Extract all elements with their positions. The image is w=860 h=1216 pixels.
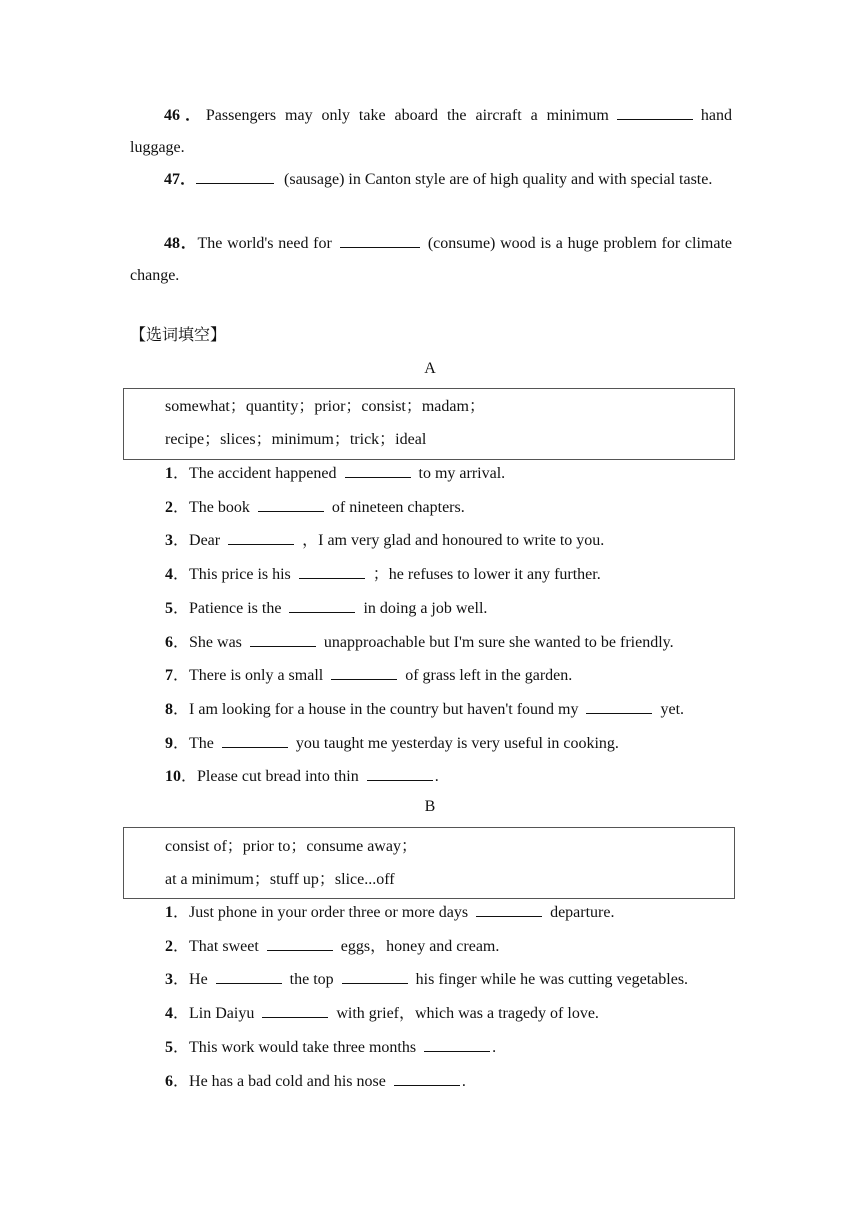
answer-blank[interactable] [345,462,411,478]
question-text-after: (consume) wood is a huge problem for climate change. [130,235,732,284]
number-separator: ． [173,599,190,617]
part-a-label: A [424,360,436,377]
question-text-before: Please cut bread into thin [197,768,359,786]
number-separator: ． [173,1072,190,1090]
answer-blank[interactable] [340,232,420,248]
question-text-before: Passengers may only take aboard the aircraft a minimum [205,107,609,124]
question-text-before: The book [189,498,250,516]
question-text-after: unapproachable but I'm sure she wanted to be friendly. [323,633,674,651]
answer-blank[interactable] [196,168,274,184]
question-text-before: I am looking for a house in the country but haven't found my [189,700,579,718]
question-text-after: with grief，which was a tragedy of love. [336,1005,599,1023]
number-separator: ． [173,971,190,989]
answer-blank[interactable] [424,1036,490,1052]
answer-blank[interactable] [331,664,397,680]
question-item [165,563,601,585]
word-bank-b [123,827,735,899]
question-item [165,597,487,619]
question-text-before: He [189,971,208,989]
answer-blank[interactable] [250,631,316,647]
question-47 [130,164,732,196]
word-bank-line-2: at a minimum；stuff up；slice...off [165,871,395,888]
question-item [165,732,619,754]
answer-blank[interactable] [289,597,355,613]
word-bank-line-2: recipe；slices；minimum；trick；ideal [165,431,427,448]
question-text-after: you taught me yesterday is very useful in cooking. [295,734,619,752]
question-text-after: ；he refuses to lower it any further. [372,566,601,584]
question-number: 3 [165,971,173,989]
question-number: 4 [165,1005,173,1023]
question-number: 6 [165,633,173,651]
number-separator: ． [173,498,190,516]
question-number: 2 [165,498,173,516]
question-number: 3 [165,532,173,550]
question-text-before: There is only a small [189,667,324,685]
question-46 [130,100,732,164]
question-text-before: Dear [189,532,221,550]
question-text-before: That sweet [189,937,259,955]
number-separator: ． [173,532,190,550]
question-item [165,496,465,518]
question-item [165,935,499,957]
question-number: 4 [165,566,173,584]
question-number: 5 [165,1038,173,1056]
question-text-after: yet. [660,700,685,718]
question-number: 10 [165,768,181,786]
question-number: 8 [165,700,173,718]
question-number: 46． [164,107,206,124]
answer-blank[interactable] [258,496,324,512]
question-text-after: hand luggage. [130,107,732,156]
question-text-after: his finger while he was cutting vegetables. [415,971,689,989]
number-separator: ． [173,1038,190,1056]
question-item [165,968,688,990]
question-number: 5 [165,599,173,617]
number-separator: ． [173,937,190,955]
number-separator: ． [173,667,190,685]
answer-blank[interactable] [586,698,652,714]
question-text-after: (sausage) in Canton style are of high quality and with special taste. [284,171,713,188]
number-separator: ． [173,465,190,482]
question-text-before: He has a bad cold and his nose [189,1072,386,1090]
question-text-after: eggs，honey and cream. [340,937,500,955]
question-text-before: The [189,734,214,752]
question-number: 6 [165,1072,173,1090]
question-text-after: of grass left in the garden. [405,667,573,685]
question-item [165,1002,599,1024]
question-item [165,462,505,484]
question-text-before: The world's need for [197,235,332,252]
number-separator: ． [173,1005,190,1023]
word-bank-line-1: somewhat；quantity；prior；consist；madam； [165,398,485,415]
question-text-after: to my arrival. [418,465,506,482]
answer-blank[interactable] [228,529,294,545]
question-item [165,698,684,720]
question-number: 7 [165,667,173,685]
question-text-before: The accident happened [189,465,337,482]
question-number: 48． [164,235,198,252]
question-text-before: This work would take three months [189,1038,417,1056]
question-48 [130,228,732,292]
question-text-after: . [434,768,439,786]
question-number: 47． [164,171,197,188]
answer-blank[interactable] [617,104,693,120]
question-text-after: in doing a job well. [363,599,488,617]
part-b-label: B [424,798,436,815]
question-item [165,1036,496,1058]
question-text-middle: the top [289,971,334,989]
question-text-before: Patience is the [189,599,282,617]
question-number: 9 [165,734,173,752]
question-item [165,901,614,923]
question-item [165,664,572,686]
number-separator: ． [173,734,190,752]
word-bank-a [123,388,735,460]
question-item [165,765,439,787]
question-number: 2 [165,937,173,955]
question-text-after: . [461,1072,466,1090]
question-text-before: She was [189,633,242,651]
question-text-after: . [492,1038,497,1056]
question-text-before: Just phone in your order three or more days [189,904,469,921]
number-separator: ． [181,768,198,786]
number-separator: ． [173,566,190,584]
number-separator: ． [173,700,190,718]
number-separator: ． [173,633,190,651]
question-item [165,1070,466,1092]
question-number: 1 [165,465,173,482]
section-title: 【选词填空】 [130,327,227,344]
number-separator: ． [173,904,190,921]
question-text-after: ，I am very glad and honoured to write to you. [302,532,605,550]
answer-blank[interactable] [367,765,433,781]
question-text-before: Lin Daiyu [189,1005,255,1023]
answer-blank[interactable] [267,935,333,951]
answer-blank[interactable] [262,1002,328,1018]
answer-blank[interactable] [222,732,288,748]
answer-blank[interactable] [299,563,365,579]
answer-blank[interactable] [394,1070,460,1086]
question-text-after: of nineteen chapters. [331,498,465,516]
word-bank-line-1: consist of；prior to；consume away； [165,838,417,855]
answer-blank[interactable] [342,968,408,984]
question-number: 1 [165,904,173,921]
question-item [165,631,674,653]
answer-blank[interactable] [216,968,282,984]
answer-blank[interactable] [476,901,542,917]
question-text-after: departure. [550,904,615,921]
question-item [165,529,604,551]
question-text-before: This price is his [189,566,291,584]
